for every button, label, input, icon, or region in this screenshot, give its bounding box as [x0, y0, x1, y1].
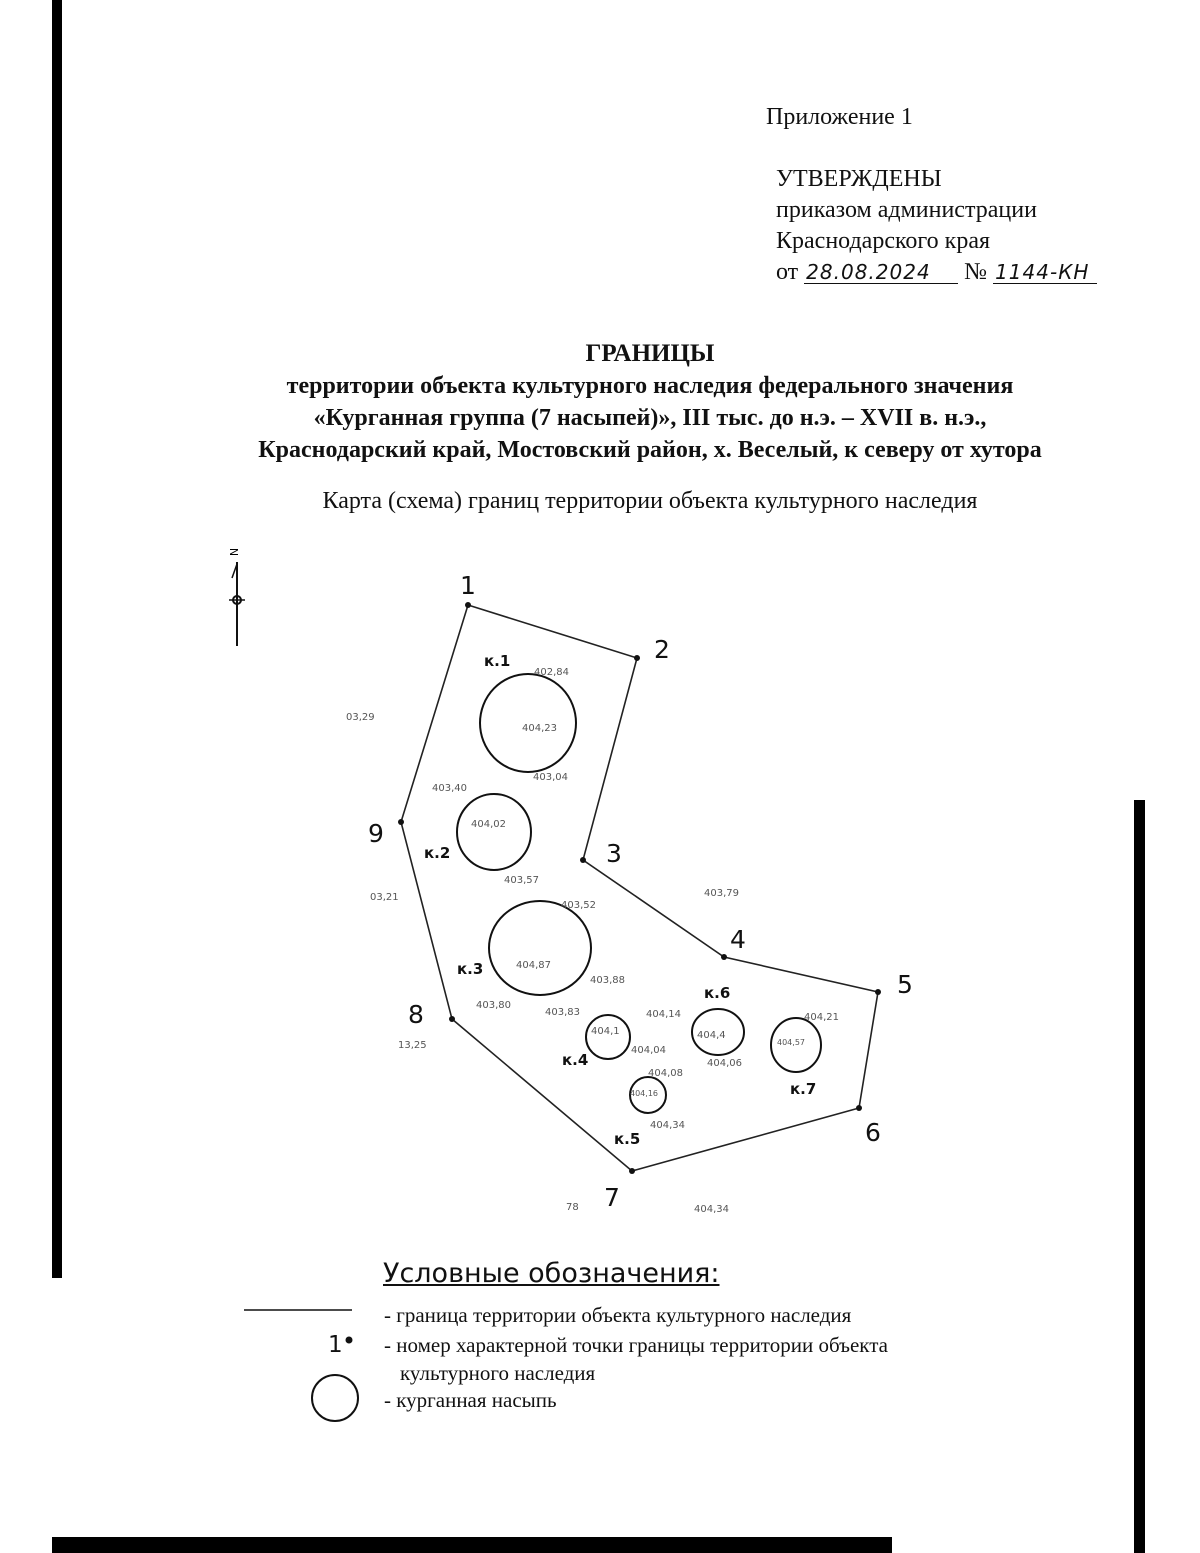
point-label-6: 6: [865, 1118, 881, 1147]
elevation-13: 404,04: [631, 1045, 666, 1056]
elevation-21: 404,57: [777, 1038, 805, 1047]
point-label-5: 5: [897, 970, 913, 999]
number-prefix: №: [964, 259, 988, 285]
title-line-1: территории объекта культурного наследия федерального значения: [286, 373, 1014, 399]
mound-label-1: к.1: [484, 652, 511, 670]
point-marker-3: [580, 857, 586, 863]
elevation-10: 403,80: [476, 1000, 511, 1011]
point-label-3: 3: [606, 839, 622, 868]
elevation-26: 13,25: [398, 1040, 427, 1051]
mound-label-3: к.3: [457, 960, 484, 978]
point-marker-7: [629, 1168, 635, 1174]
approval-line-2: приказом администрации: [776, 197, 1037, 223]
mound-label-6: к.6: [704, 984, 731, 1002]
elevation-3: 403,04: [533, 772, 568, 783]
point-label-7: 7: [604, 1183, 620, 1212]
elevation-9: 403,88: [590, 975, 625, 986]
elevation-22: 403,79: [704, 888, 739, 899]
approval-line-1: УТВЕРЖДЕНЫ: [776, 166, 942, 192]
elevation-23: 404,34: [694, 1204, 729, 1215]
map-caption: Карта (схема) границ территории объекта культурного наследия: [322, 488, 978, 514]
title-heading: ГРАНИЦЫ: [585, 340, 715, 367]
point-label-4: 4: [730, 925, 746, 954]
elevation-11: 403,83: [545, 1007, 580, 1018]
point-marker-6: [856, 1105, 862, 1111]
legend-point-symbol: [346, 1337, 353, 1344]
point-label-8: 8: [408, 1000, 424, 1029]
point-marker-8: [449, 1016, 455, 1022]
point-marker-4: [721, 954, 727, 960]
title-line-3: Краснодарский край, Мостовский район, х. Веселый, к северу от хутора: [258, 437, 1042, 463]
mound-label-5: к.5: [614, 1130, 641, 1148]
elevation-15: 404,4: [697, 1030, 726, 1041]
legend-symbols: [244, 1310, 358, 1421]
elevation-5: 404,02: [471, 819, 506, 830]
elevation-19: 404,34: [650, 1120, 685, 1131]
point-marker-9: [398, 819, 404, 825]
elevation-24: 03,29: [346, 712, 375, 723]
point-marker-2: [634, 655, 640, 661]
elevation-25: 03,21: [370, 892, 399, 903]
point-marker-1: [465, 602, 471, 608]
handwritten-date: 28.08.2024: [804, 261, 958, 284]
legend-text-point: - номер характерной точки границы территории объекта: [384, 1333, 888, 1357]
point-label-1: 1: [460, 571, 476, 600]
elevation-18: 404,16: [630, 1089, 658, 1098]
elevation-12: 404,1: [591, 1026, 620, 1037]
north-label: N: [227, 547, 240, 557]
elevation-17: 404,06: [707, 1058, 742, 1069]
legend-text-mound: - курганная насыпь: [384, 1388, 557, 1412]
legend-text-point-cont: культурного наследия: [400, 1361, 596, 1385]
elevation-14: 404,14: [646, 1009, 681, 1020]
mound-labels: [424, 652, 816, 1148]
point-marker-5: [875, 989, 881, 995]
elevation-4: 403,40: [432, 783, 467, 794]
appendix-label: Приложение 1: [766, 104, 913, 130]
elevation-1: 402,84: [534, 667, 569, 678]
mound-2-circle: [457, 794, 531, 870]
mound-4-circle: [586, 1015, 630, 1059]
date-prefix: от: [776, 259, 799, 285]
point-label-2: 2: [654, 635, 670, 664]
mound-label-7: к.7: [790, 1080, 817, 1098]
handwritten-number: 1144-КН: [993, 261, 1097, 284]
mound-3-circle: [489, 901, 591, 995]
mound-label-4: к.4: [562, 1051, 589, 1069]
elevation-27: 78: [566, 1202, 579, 1213]
point-label-9: 9: [368, 819, 384, 848]
title-line-2: «Курганная группа (7 насыпей)», III тыс. до н.э. – XVII в. н.э.,: [313, 405, 987, 431]
elevation-20: 404,21: [804, 1012, 839, 1023]
mound-label-2: к.2: [424, 844, 451, 862]
legend-mound-symbol: [312, 1375, 358, 1421]
elevation-16: 404,08: [648, 1068, 683, 1079]
elevation-marks: [346, 667, 839, 1215]
elevation-8: 404,87: [516, 960, 551, 971]
legend-point-number: 1: [328, 1332, 343, 1358]
legend-title: Условные обозначения:: [383, 1258, 720, 1289]
elevation-6: 403,57: [504, 875, 539, 886]
elevation-7: 403,52: [561, 900, 596, 911]
legend-text-boundary: - граница территории объекта культурного наследия: [384, 1303, 852, 1327]
approval-line-3: Краснодарского края: [776, 228, 991, 254]
north-arrow-icon: [227, 548, 245, 646]
elevation-2: 404,23: [522, 723, 557, 734]
